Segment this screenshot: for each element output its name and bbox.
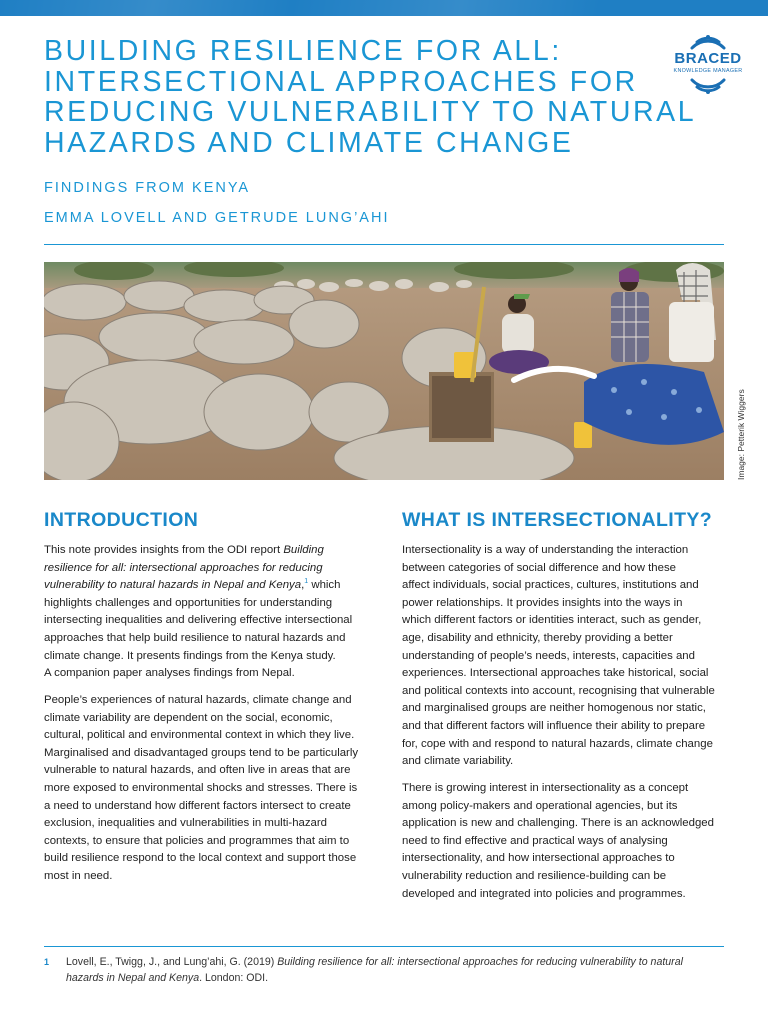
photo-credit: Image: Petterik Wiggers [736,389,746,480]
footnote-divider [44,946,724,947]
cattle-watering-scene-image [44,262,724,480]
report-authors: EMMA LOVELL AND GETRUDE LUNG’AHI [44,210,390,226]
title-line-1: BUILDING RESILIENCE FOR ALL: [44,35,562,67]
intersectionality-heading: WHAT IS INTERSECTIONALITY? [402,509,713,531]
inter-p2-line: need to find effective and practical ways of analysing [402,834,668,847]
inter-p2-line: developed and integrated into policies and programmes. [402,887,686,900]
footnote-number: 1 [44,957,50,967]
footnote-line-2-italic: hazards in Nepal and Kenya [66,972,200,984]
footnote-line-1 [66,954,683,970]
inter-p1-line: and that different factors will influence their ability to prepare [402,719,706,732]
intro-p2-line: People’s experiences of natural hazards, climate change and [44,694,352,706]
footnote-line-1-italic: Building resilience for all: intersectional approaches for reducing vulnerability to natural [277,956,683,968]
intro-p1-line-1 [44,542,368,560]
intro-p2-line: most in need. [44,869,113,882]
inter-p1-line: experiences. Intersectional approaches take historical, social [402,667,709,680]
header-divider [44,244,724,245]
inter-p2-line: vulnerability reduction and resilience-building can be [402,869,667,882]
inter-p1-line: understanding of people’s needs, interests, capacities and [402,649,695,662]
intro-p2-line: a need to understand how different factors intersect to create [44,799,351,812]
intro-p2-line: vulnerable to natural hazards, and often live in areas that are [44,764,351,777]
intro-p1-line-3-normal: which [308,579,341,592]
cover-photo [44,262,724,480]
intro-p1-line-3: vulnerability to natural hazards in Nepal and Kenya,$^1$ which [44,578,341,592]
title-line-4: HAZARDS AND CLIMATE CHANGE [44,126,574,159]
footnote-line-2-normal: . London: ODI. [199,972,269,984]
report-subtitle: FINDINGS FROM KENYA [44,180,251,196]
intersectionality-paragraph-2 [402,780,724,903]
inter-p2-line: among policy-makers and operational agencies, but its [402,799,678,812]
intro-p1-line-7: climate change. It presents findings from the Kenya study. [44,649,336,662]
intro-p2-line: build resilience respond to the local context and support those [44,852,357,865]
intro-p1-line-2 [44,560,368,578]
footnote-text [66,954,683,986]
inter-p1-line: and marginalised groups are neither homogenous nor static, [402,702,706,715]
intro-p1-line-6: approaches that help build resilience to natural hazards and [44,631,346,644]
intro-p1-line-5: intersecting inequalities and delivering effective intersectional [44,614,353,627]
braced-logo [670,34,746,96]
intro-p1-line-8: A companion paper analyses findings from Nepal. [44,667,295,680]
intro-p1-line-3-italic: vulnerability to natural hazards in Nepal and Kenya [44,579,302,592]
inter-p1-line: between categories of social difference and how these [402,561,676,574]
inter-p1-line: Intersectionality is a way of understanding the interaction [402,544,689,556]
intro-p1-line-1-italic: Building [283,544,324,556]
inter-p1-line: affect individuals, social practices, cultures, institutions and [402,579,699,592]
intro-p1-line-2-italic: resilience for all: intersectional approaches for reducing [44,561,323,574]
inter-p1-line: which different factors or identities interact, such as gender, [402,614,702,627]
inter-p1-line: and climate variability. [402,755,514,768]
inter-p2-line: application is new and challenging. There is an acknowledged [402,817,714,830]
title-line-3: REDUCING VULNERABILITY TO NATURAL [44,96,697,128]
footnote-line-2 [66,970,683,986]
intro-p2-line: Marginalised and disadvantaged groups tend to be particularly [44,746,359,759]
introduction-paragraph-1 [44,542,368,683]
intro-p2-line: contexts, to ensure that policies and programmes that aim to [44,834,350,847]
inter-p1-line: for, cope with and respond to natural hazards, climate change [402,737,713,750]
inter-p2-line: There is growing interest in intersectionality as a concept [402,782,689,794]
footnote-line-1-normal: Lovell, E., Twigg, J., and Lung’ahi, G. (2019) [66,956,278,968]
intro-p2-line: cultural, political and environmental context in which they live. [44,729,355,742]
title-line-2: INTERSECTIONAL APPROACHES FOR [44,65,638,98]
top-color-band [0,0,768,16]
report-title [44,35,697,159]
logo-wordmark: BRACED [674,50,742,67]
inter-p1-line: power relationships. It provides insights into the ways in [402,596,683,609]
footnote-reference: 1 [304,578,309,586]
intro-p2-line: climate variability are dependent on the social, economic, [44,711,333,724]
inter-p1-line: and political contexts into account, recognising that vulnerable [402,684,715,697]
intro-p2-line: more exposed to environmental shocks and stresses. There is [44,781,358,794]
introduction-paragraph-2 [44,692,368,886]
logo-subtitle: KNOWLEDGE MANAGER [673,68,743,74]
intro-p2-line: exclusion, inequalities and vulnerabilities in multi-hazard [44,817,328,830]
intro-p1-line-1-normal: This note provides insights from the ODI report [44,544,284,556]
inter-p2-line: intersectionality, and how intersectional approaches to [402,852,675,865]
intro-p1-line-4: highlights challenges and opportunities for understanding [44,596,333,609]
intersectionality-paragraph-1 [402,542,724,771]
introduction-heading: INTRODUCTION [44,509,199,531]
inter-p1-line: age, disability and ethnicity, thereby providing a better [402,631,673,644]
